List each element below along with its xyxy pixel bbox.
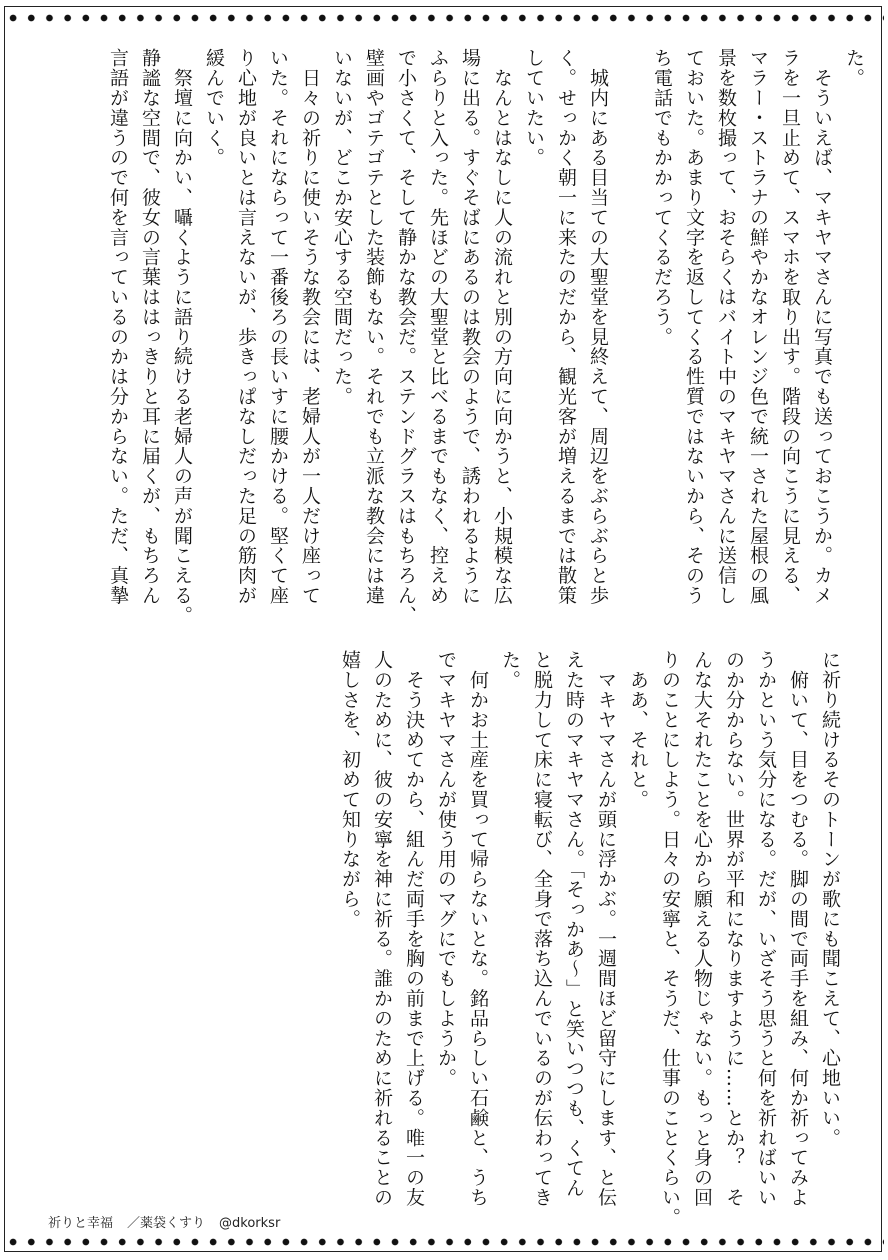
text-line: く。せっかく朝一に来たのだから、観光客が増えるまでは散策	[555, 48, 577, 606]
text-line: で小さくて、そして静かな教会だ。ステンドグラスはもちろん、	[395, 48, 417, 626]
text-line: なんとはなしに人の流れと別の方向に向かうと、小規模な広	[491, 48, 513, 606]
text-line: マキヤマさんが頭に浮かぶ。一週間ほど留守にします、と伝	[595, 650, 617, 1208]
text-line: いた。それにならって一番後ろの長いすに腰かける。堅くて座	[267, 48, 289, 606]
text-line: 人のために、彼の安寧を神に祈る。誰かのために祈れることの	[371, 650, 393, 1208]
text-line: えた時のマキヤマさん。「そっかあ～」と笑いつつも、くてん	[563, 650, 585, 1198]
author-name: ／薬袋くすり	[127, 1216, 206, 1231]
text-line: していたい。	[523, 48, 545, 168]
text-line: そう決めてから、組んだ両手を胸の前まで上げる。唯一の友	[403, 650, 425, 1208]
bottom-dot-border	[4, 1236, 884, 1248]
top-dot-border	[4, 12, 884, 24]
author-handle: @dkorksr	[219, 1216, 281, 1231]
text-line: んな大それたことを心から願える人物じゃない。もっと身の回	[691, 650, 713, 1208]
text-line: りのことにしよう。日々の安寧と、そうだ、仕事のことくらい。	[659, 650, 681, 1228]
text-line: 祭壇に向かい、囁くように語り続ける老婦人の声が聞こえる。	[171, 48, 193, 626]
text-line: でマキヤマさんが使う用のマグにでもしようか。	[435, 650, 457, 1088]
text-line: 言語が違うので何を言っているのかは分からない。ただ、真摯	[107, 48, 129, 606]
text-line: と脱力して床に寝転び、全身で落ち込んでいるのが伝わってき	[531, 650, 553, 1208]
text-line: いないが、どこか安心する空間だった。	[331, 48, 353, 407]
text-line: た。	[499, 650, 521, 690]
text-line: 何かお土産を買って帰らないとな。銘品らしい石鹸と、うち	[467, 650, 489, 1208]
text-line: ラを一旦止めて、スマホを取り出す。階段の向こうに見える、	[779, 48, 801, 606]
text-line: そういえば、マキヤマさんに写真でも送っておこうか。カメ	[811, 48, 833, 606]
text-line: ふらりと入った。先ほどの大聖堂と比べるまでもなく、控えめ	[427, 48, 449, 606]
text-line: ち電話でもかかってくるだろう。	[651, 48, 673, 347]
text-line: 城内にある目当ての大聖堂を見終えて、周辺をぶらぶらと歩	[587, 48, 609, 606]
text-line: ああ、それと。	[627, 650, 649, 810]
text-line	[614, 48, 646, 608]
lower-text-column	[334, 650, 846, 1228]
text-line: り心地が良いとは言えないが、歩きっぱなしだった足の筋肉が	[235, 48, 257, 606]
text-line: た。	[843, 48, 865, 88]
text-line: 俯いて、目をつむる。脚の間で両手を組み、何か祈ってみよ	[787, 650, 809, 1208]
text-line: 景を数枚撮って、おそらくはバイト中のマキヤマさんに送信し	[715, 48, 737, 606]
text-line: 嬉しさを、初めて知りながら。	[339, 650, 361, 929]
text-line: マラー・ストラナの鮮やかなオレンジ色で統一された屋根の風	[747, 48, 769, 606]
text-line: 壁画やゴテゴテとした装飾もない。それでも立派な教会には違	[363, 48, 385, 606]
text-line: 静謐な空間で、彼女の言葉ははっきりと耳に届くが、もちろん	[139, 48, 161, 606]
text-line: のか分からない。世界が平和になりますように……とか？ そ	[723, 650, 745, 1208]
text-line: ておいた。あまり文字を返してくる性質ではないから、そのう	[683, 48, 705, 606]
text-line: 緩んでいく。	[203, 48, 225, 168]
upper-text-column	[102, 48, 870, 626]
text-line: 場に出る。すぐそばにあるのは教会のようで、誘われるように	[459, 48, 481, 606]
footer	[48, 1212, 294, 1231]
text-line: 日々の祈りに使いそうな教会には、老婦人が一人だけ座って	[299, 48, 321, 606]
text-line: うかという気分になる。だが、いざそう思うと何を祈ればいい	[755, 650, 777, 1208]
text-line: に祈り続けるそのトーンが歌にも聞こえて、心地いい。	[819, 650, 841, 1148]
story-title: 祈りと幸福	[48, 1216, 114, 1231]
